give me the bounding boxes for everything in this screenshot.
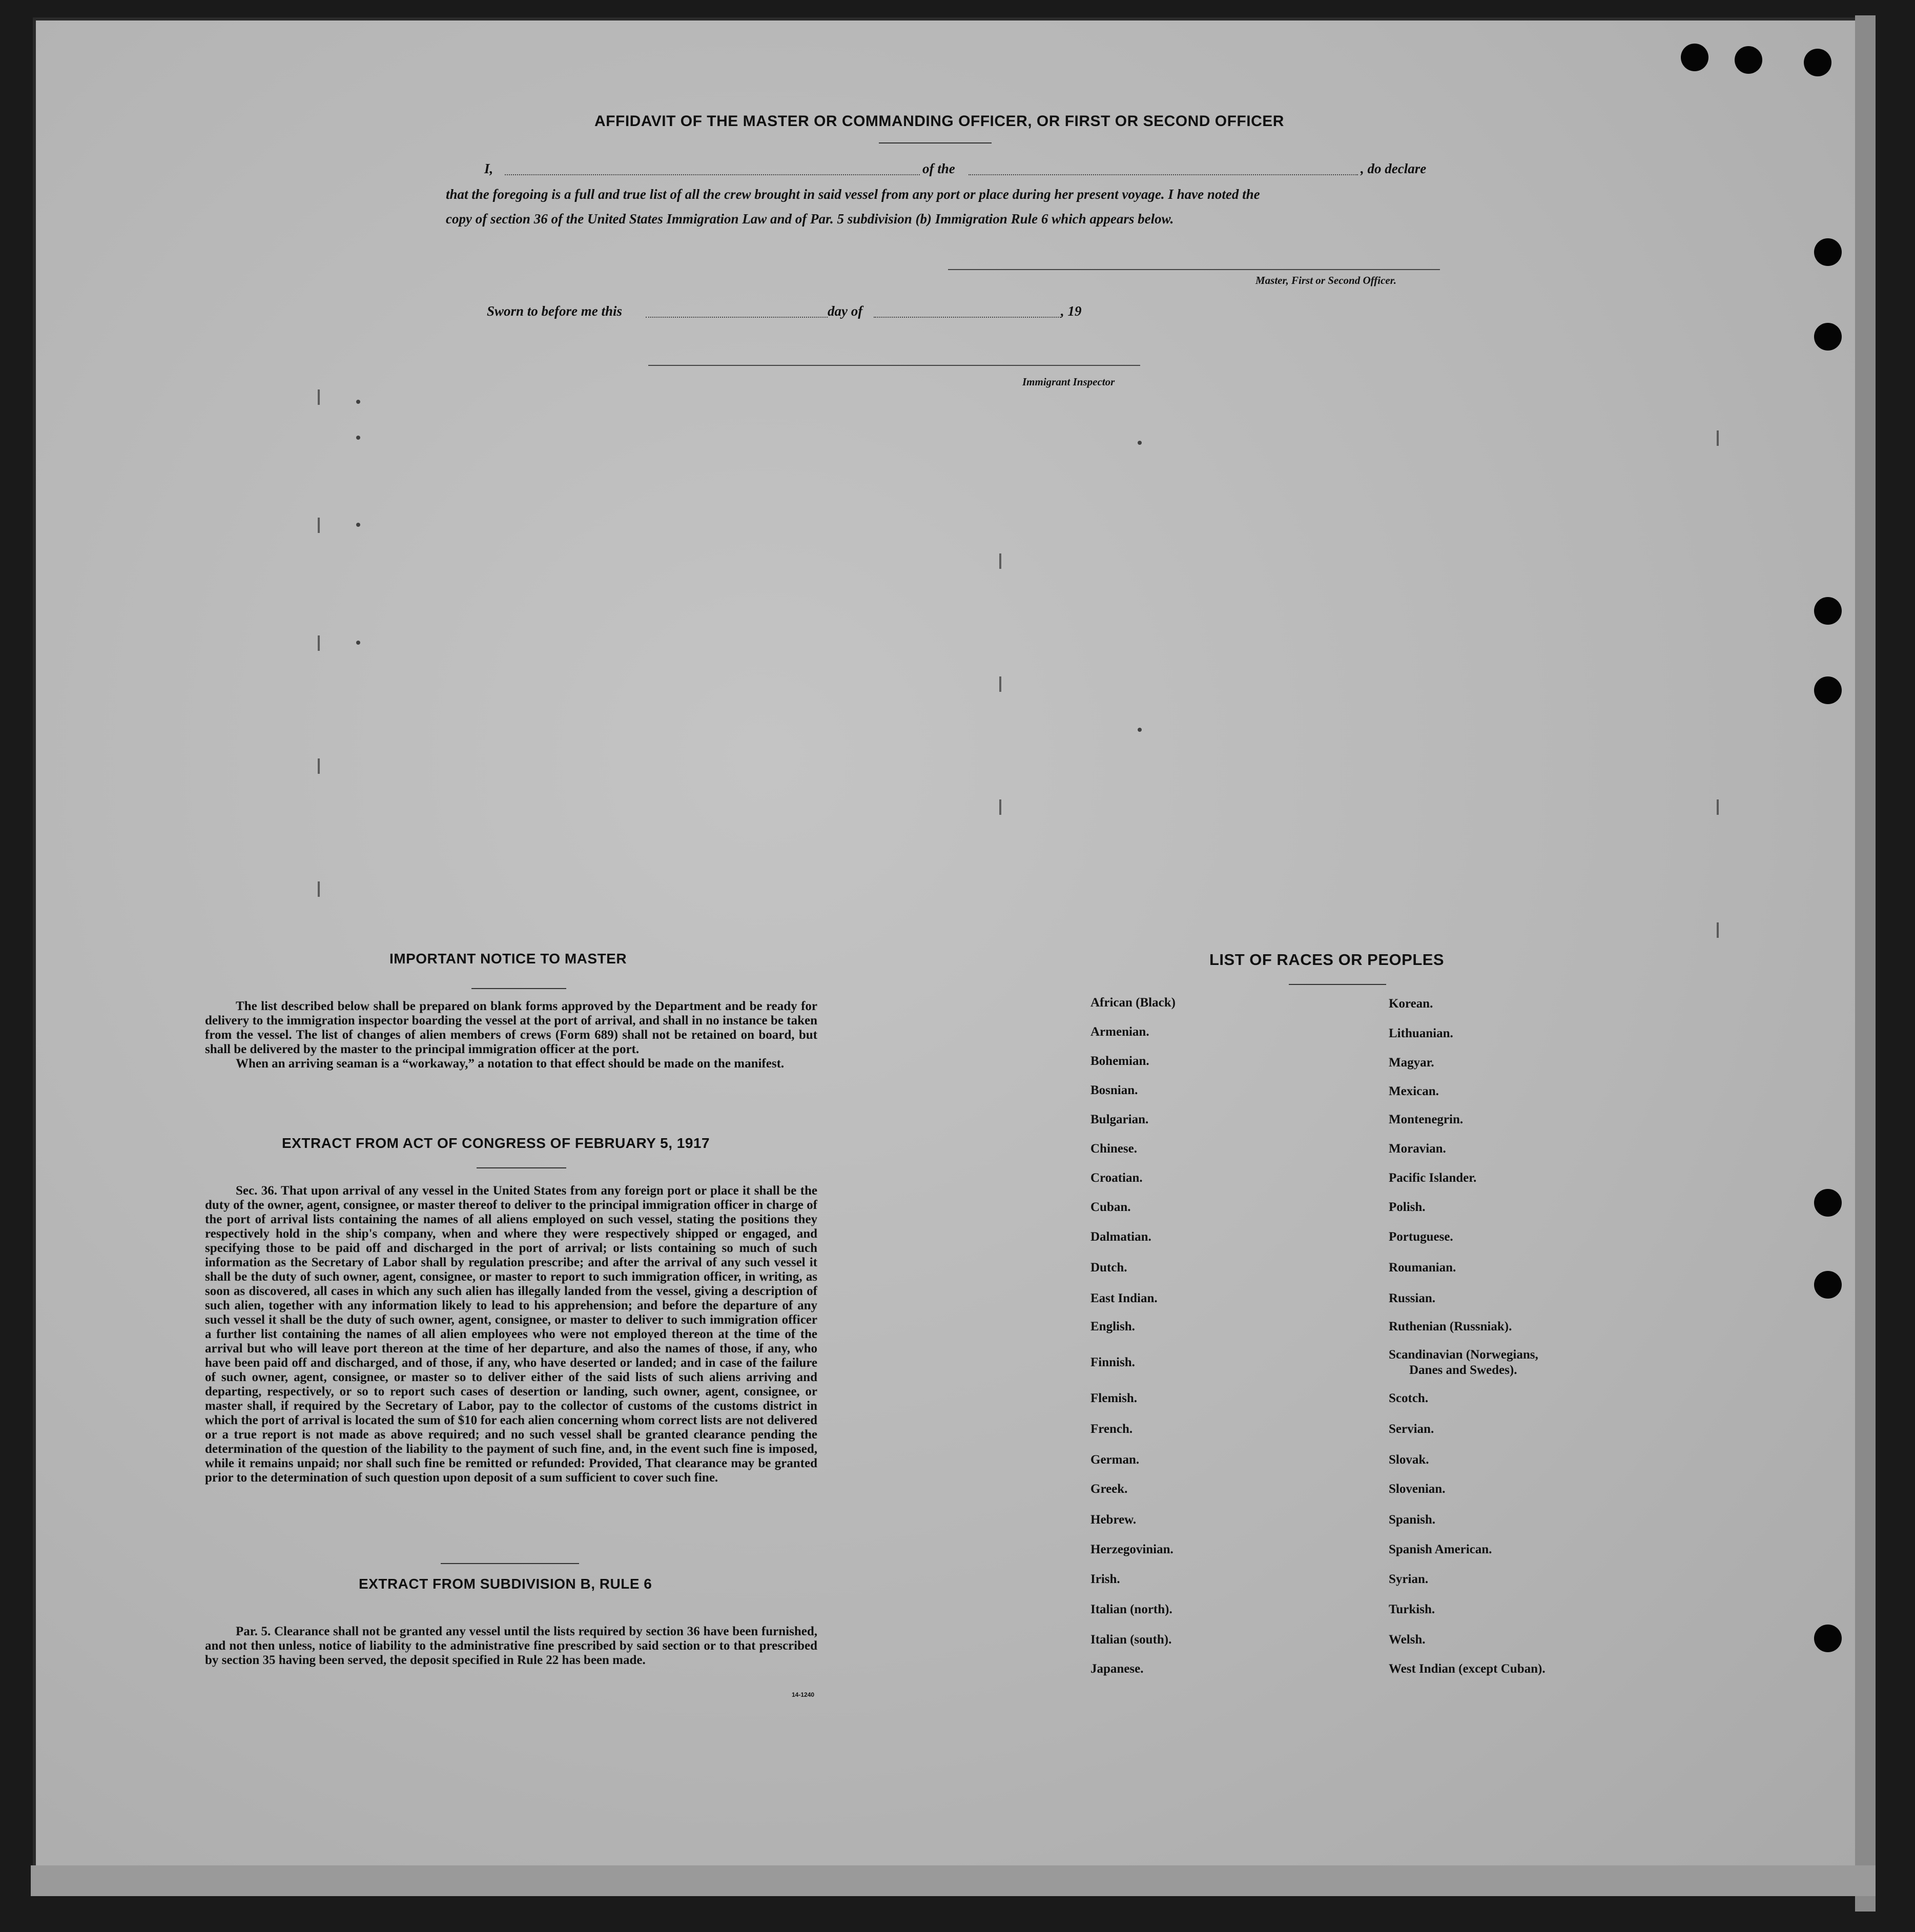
bleed-dot xyxy=(356,641,360,645)
bleed-mark xyxy=(318,881,320,897)
race-left-23: Japanese. xyxy=(1090,1662,1144,1676)
race-left-22: Italian (south). xyxy=(1090,1633,1172,1647)
page-edge-right xyxy=(1855,15,1876,1912)
notice-title-rule xyxy=(471,988,566,989)
race-left-20: Irish. xyxy=(1090,1572,1120,1586)
affidavit-line-3: copy of section 36 of the United States Immigration Law and of Par. 5 subdivision (b) Immigration Rule 6 which appears below. xyxy=(446,211,1174,227)
race-right-3: Magyar. xyxy=(1389,1056,1434,1070)
bleed-dot xyxy=(1138,728,1142,732)
bleed-dot xyxy=(356,523,360,527)
affidavit-name-label: I, xyxy=(484,161,493,176)
sworn-day-label: day of xyxy=(828,303,863,319)
form-sheet xyxy=(36,20,1860,1865)
bleed-dot xyxy=(1138,441,1142,445)
race-left-19: Herzegovinian. xyxy=(1090,1543,1173,1556)
bleed-mark xyxy=(318,758,320,774)
race-left-3: Bohemian. xyxy=(1090,1054,1149,1068)
bleed-mark xyxy=(999,676,1001,692)
race-right-8: Polish. xyxy=(1389,1200,1426,1214)
notice-body xyxy=(205,999,817,1071)
race-right-13b: Danes and Swedes). xyxy=(1409,1363,1517,1377)
sworn-day-field[interactable] xyxy=(646,317,828,318)
punch-hole-icon xyxy=(1814,676,1842,704)
race-right-20: Syrian. xyxy=(1389,1572,1429,1586)
bleed-mark xyxy=(999,553,1001,569)
race-right-11: Russian. xyxy=(1389,1291,1436,1305)
race-left-15: French. xyxy=(1090,1422,1133,1436)
race-right-7: Pacific Islander. xyxy=(1389,1171,1477,1185)
race-right-5: Montenegrin. xyxy=(1389,1113,1464,1126)
punch-hole-icon xyxy=(1814,1189,1842,1217)
race-left-16: German. xyxy=(1090,1453,1140,1467)
race-left-21: Italian (north). xyxy=(1090,1602,1172,1616)
bleed-dot xyxy=(356,400,360,404)
affidavit-vessel-label: of the xyxy=(922,161,955,176)
affidavit-title: AFFIDAVIT OF THE MASTER OR COMMANDING OFFICER, OR FIRST OR SECOND OFFICER xyxy=(594,113,1284,130)
rule-extract-top-rule xyxy=(441,1563,579,1564)
race-right-6: Moravian. xyxy=(1389,1142,1446,1156)
race-right-2: Lithuanian. xyxy=(1389,1026,1453,1040)
signature-caption: Master, First or Second Officer. xyxy=(1255,274,1396,286)
rule-extract-title: EXTRACT FROM SUBDIVISION B, RULE 6 xyxy=(359,1576,652,1592)
race-left-6: Chinese. xyxy=(1090,1142,1137,1156)
race-left-17: Greek. xyxy=(1090,1482,1128,1496)
rule-paragraph-5: Par. 5. Clearance shall not be granted any vessel until the lists required by section 36 have been furnished, and not then unless, notice of liability to the administrative fine prescribed by said section or to that prescribed by section 35 having been served, the deposit specified in Rule 22 has been made. xyxy=(205,1625,817,1667)
bleed-mark xyxy=(318,635,320,651)
race-left-8: Cuban. xyxy=(1090,1200,1131,1214)
rule-extract-body xyxy=(205,1625,817,1668)
bleed-mark xyxy=(318,389,320,405)
race-left-14: Flemish. xyxy=(1090,1391,1137,1405)
punch-hole-icon xyxy=(1814,1625,1842,1652)
race-right-22: Welsh. xyxy=(1389,1633,1426,1647)
form-code: 14-1240 xyxy=(792,1691,815,1698)
page-edge-bottom xyxy=(31,1865,1876,1896)
race-right-23: West Indian (except Cuban). xyxy=(1389,1662,1546,1676)
race-left-7: Croatian. xyxy=(1090,1171,1143,1185)
sworn-year-label: , 19 xyxy=(1061,303,1082,319)
affidavit-line-2: that the foregoing is a full and true list of all the crew brought in said vessel from any port or place during her present voyage. I have noted the xyxy=(446,187,1260,202)
bleed-mark xyxy=(318,518,320,533)
race-right-21: Turkish. xyxy=(1389,1602,1435,1616)
punch-hole-icon xyxy=(1735,46,1762,74)
race-left-11: East Indian. xyxy=(1090,1291,1158,1305)
inspector-signature-line[interactable] xyxy=(648,365,1140,366)
punch-hole-icon xyxy=(1804,49,1831,76)
punch-hole-icon xyxy=(1814,597,1842,625)
act-extract-title: EXTRACT FROM ACT OF CONGRESS OF FEBRUARY 5, 1917 xyxy=(282,1135,710,1151)
notice-paragraph-1: The list described below shall be prepared on blank forms approved by the Department and be ready for delivery to the immigration inspector boarding the vessel at the port of arrival, and shall in no instance be taken from the vessel. The list of changes of alien members of crews (Form 689) shall not be retained on board, but shall be delivered by the master to the principal immigration officer at the port. xyxy=(205,999,817,1056)
race-right-1: Korean. xyxy=(1389,997,1433,1011)
race-right-13: Scandinavian (Norwegians, xyxy=(1389,1348,1538,1362)
act-extract-body xyxy=(205,1184,817,1485)
race-right-10: Roumanian. xyxy=(1389,1261,1456,1275)
affidavit-declare-label: , do declare xyxy=(1361,161,1427,176)
race-left-5: Bulgarian. xyxy=(1090,1113,1149,1126)
signature-line[interactable] xyxy=(948,269,1440,270)
punch-hole-icon xyxy=(1681,44,1708,71)
act-extract-rule xyxy=(477,1167,566,1168)
sworn-label: Sworn to before me this xyxy=(487,303,623,319)
punch-hole-icon xyxy=(1814,238,1842,266)
punch-hole-icon xyxy=(1814,323,1842,351)
race-right-9: Portuguese. xyxy=(1389,1230,1453,1244)
bleed-dot xyxy=(356,436,360,440)
race-left-1: African (Black) xyxy=(1090,996,1176,1010)
race-right-12: Ruthenian (Russniak). xyxy=(1389,1320,1512,1333)
inspector-caption: Immigrant Inspector xyxy=(1022,376,1115,388)
punch-hole-icon xyxy=(1814,1271,1842,1299)
race-right-15: Servian. xyxy=(1389,1422,1434,1436)
race-left-2: Armenian. xyxy=(1090,1025,1149,1039)
sworn-month-field[interactable] xyxy=(874,317,1061,318)
vessel-name-field[interactable] xyxy=(969,174,1358,175)
bleed-mark xyxy=(999,799,1001,815)
notice-title: IMPORTANT NOTICE TO MASTER xyxy=(389,951,627,967)
races-title-rule xyxy=(1289,984,1386,985)
race-left-4: Bosnian. xyxy=(1090,1083,1138,1097)
race-right-19: Spanish American. xyxy=(1389,1543,1492,1556)
races-title: LIST OF RACES OR PEOPLES xyxy=(1209,951,1445,969)
race-left-9: Dalmatian. xyxy=(1090,1230,1151,1244)
race-left-13: Finnish. xyxy=(1090,1355,1135,1369)
race-right-18: Spanish. xyxy=(1389,1513,1436,1527)
race-left-18: Hebrew. xyxy=(1090,1513,1137,1527)
master-name-field[interactable] xyxy=(505,174,920,175)
bleed-mark xyxy=(1717,922,1719,938)
notice-paragraph-2: When an arriving seaman is a “workaway,” a notation to that effect should be made on the manifest. xyxy=(236,1057,785,1071)
race-right-16: Slovak. xyxy=(1389,1453,1429,1467)
race-left-10: Dutch. xyxy=(1090,1261,1127,1275)
race-right-14: Scotch. xyxy=(1389,1391,1429,1405)
race-right-4: Mexican. xyxy=(1389,1084,1439,1098)
bleed-mark xyxy=(1717,430,1719,446)
race-left-12: English. xyxy=(1090,1320,1135,1333)
bleed-mark xyxy=(1717,799,1719,815)
affidavit-title-rule xyxy=(879,142,992,143)
act-section-36: Sec. 36. That upon arrival of any vessel in the United States from any foreign port or place it shall be the duty of the owner, agent, consignee, or master thereof to deliver to the principal immigration officer in charge of the port of arrival lists containing the names of all aliens employed on such vessel, stating the positions they respectively hold in the ship's company, when and where they were respectively shipped or engaged, and specifying those to be paid off and discharged in the port of arrival; or lists containing so much of such information as the Secretary of Labor shall by regulation prescribe; and after the arrival of any such vessel it shall be the duty of such owner, agent, consignee, or master to report to such immigration officer, in writing, as soon as discovered, all cases in which any such alien has illegally landed from the vessel, giving a description of such alien, together with any information likely to lead to his apprehension; and before the departure of any such vessel it shall be the duty of such owner, agent, consignee, or master to deliver to such immigration officer a further list containing the names of all alien employees who were not employed thereon at the time of the arrival but who will leave port thereon at the time of her departure, and also the names of those, if any, who have been paid off and discharged, and of those, if any, who have deserted or landed; and in case of the failure of such owner, agent, consignee, or master so to deliver either of the said lists of such aliens arriving and departing, respectively, or so to report such cases of desertion or landing, such owner, agent, consignee, or master shall, if required by the Secretary of Labor, pay to the collector of customs of the customs district in which the port of arrival is located the sum of $10 for each alien concerning whom correct lists are not delivered or a true report is not made as above required; and no such vessel shall be granted clearance pending the determination of the question of the liability to the payment of such fine, and, in the event such fine is imposed, while it remains unpaid; nor shall such fine be remitted or refunded: Provided, That clearance may be granted prior to the determination of such question upon deposit of a sum sufficient to cover such fine. xyxy=(205,1184,817,1485)
race-right-17: Slovenian. xyxy=(1389,1482,1446,1496)
